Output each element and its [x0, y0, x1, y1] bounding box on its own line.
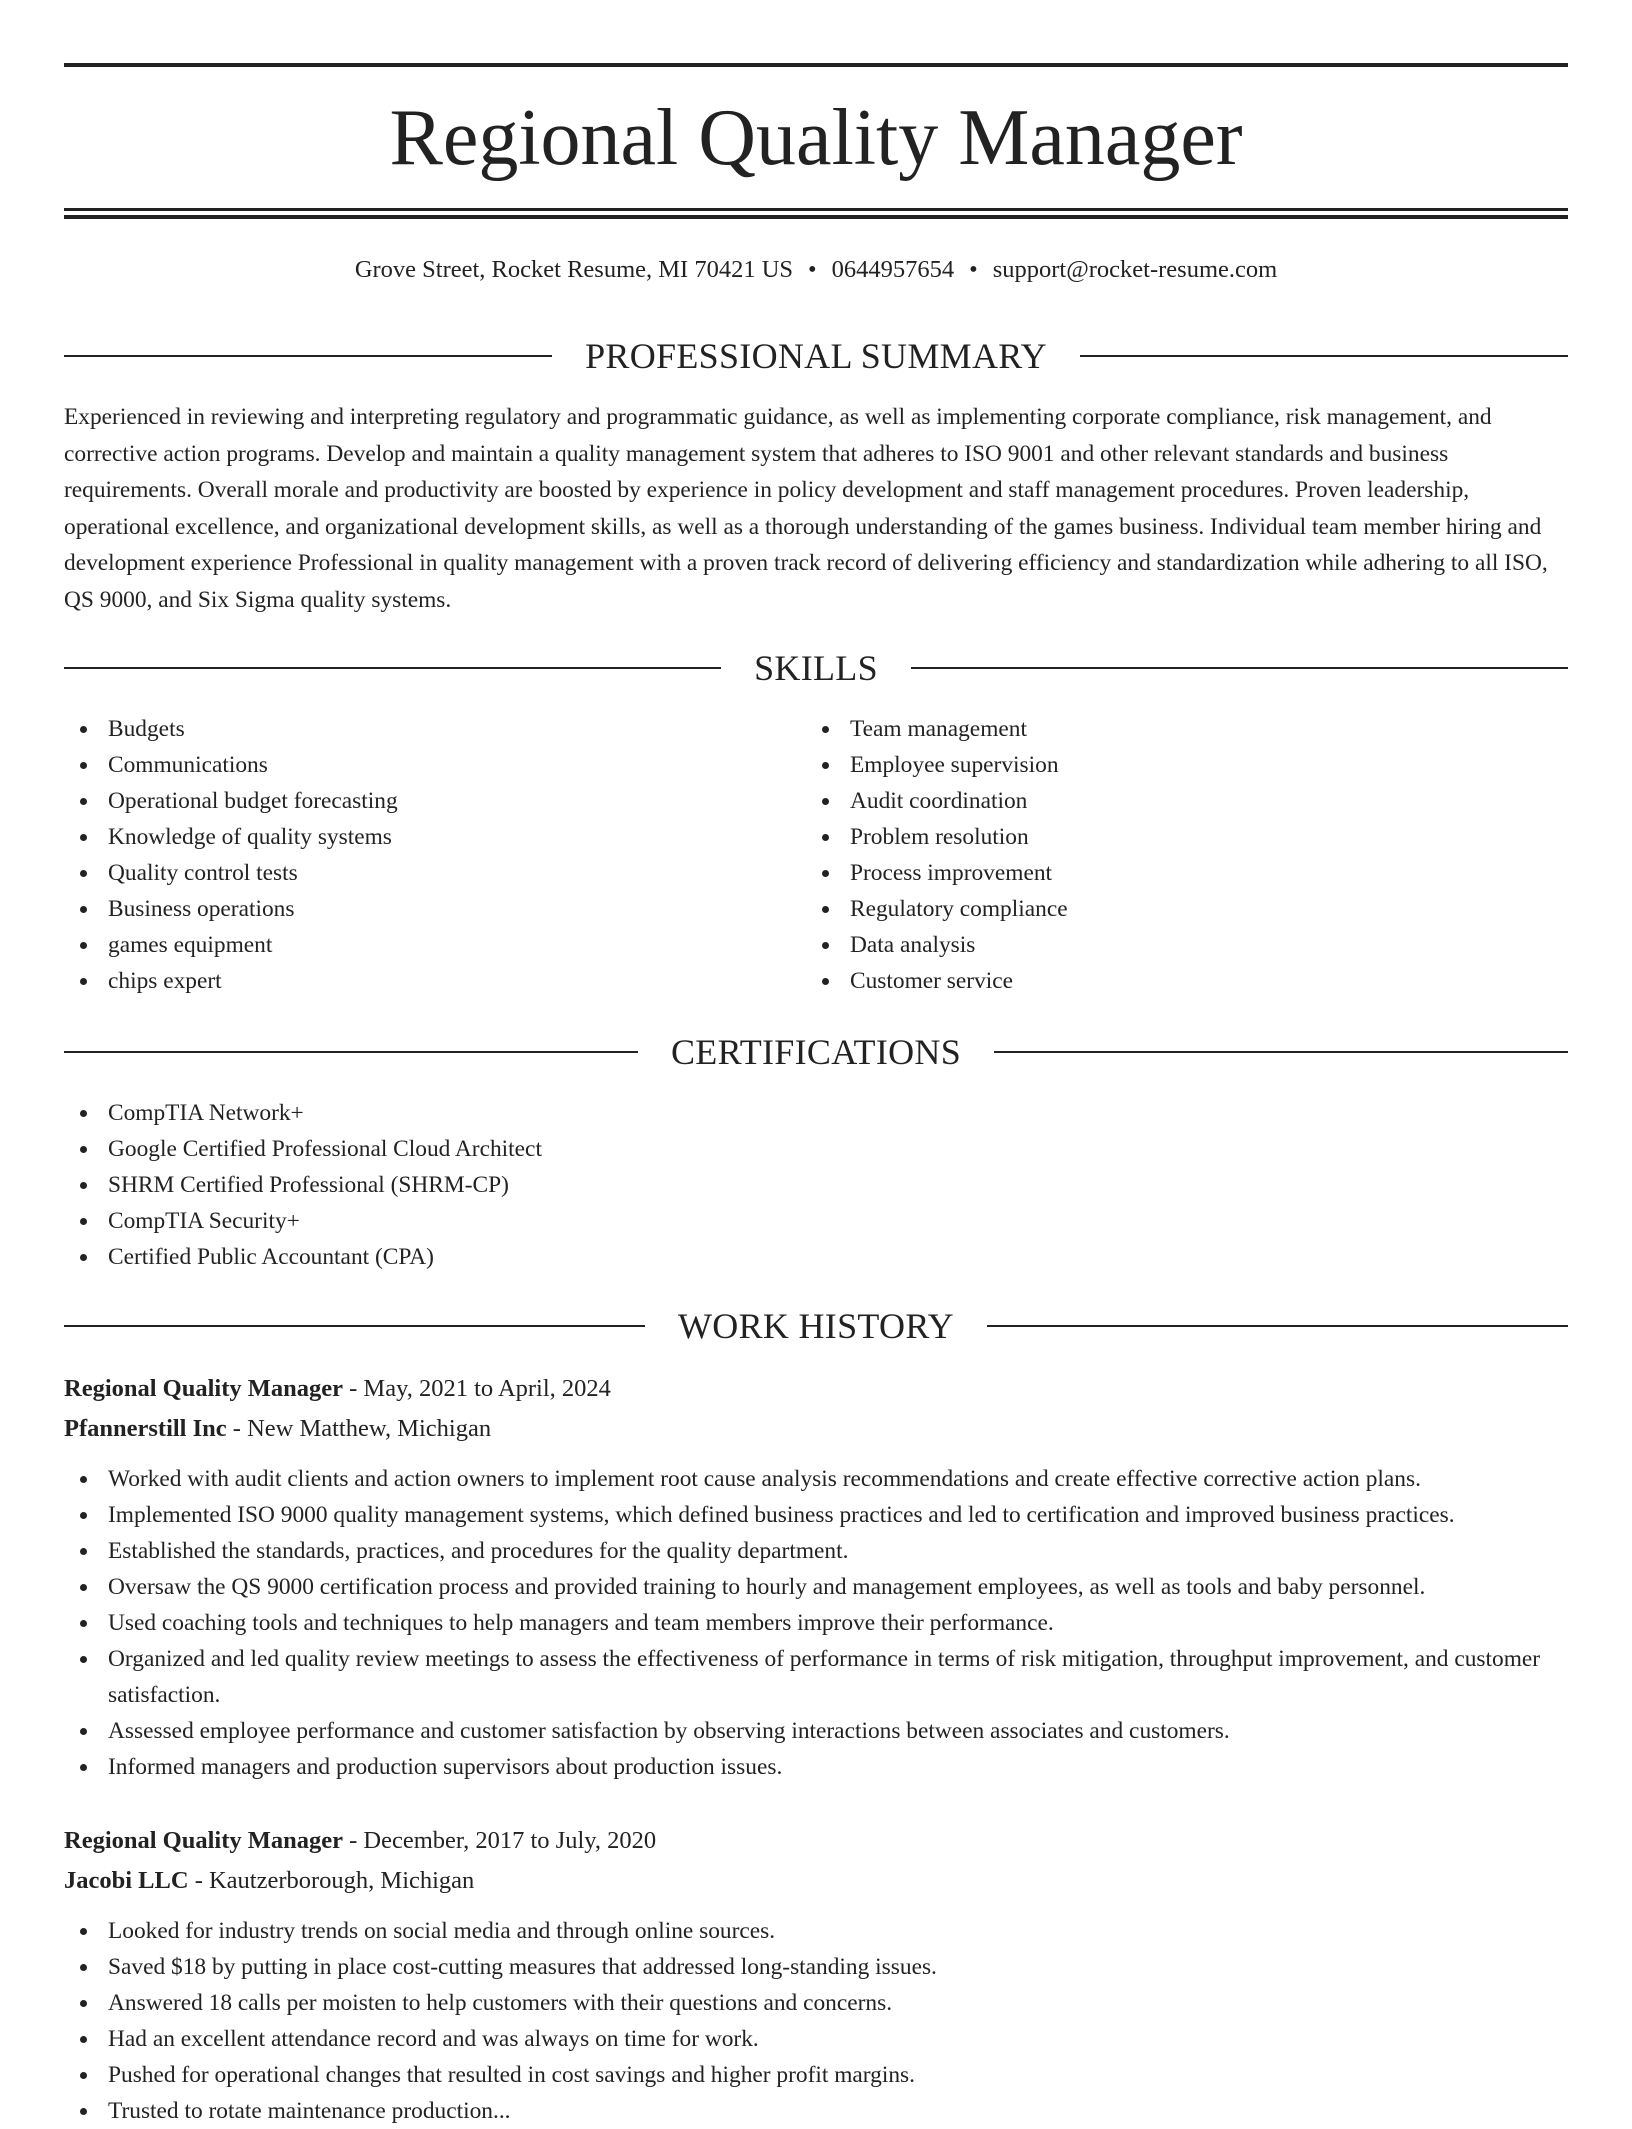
summary-text: Experienced in reviewing and interpreting regulatory and programmatic guidance, as well as implementing corporate compliance, risk management, and corrective action programs. Develop and maintain a quality management system that adheres to ISO 9001 and other relevant standards and business requirements. Overall morale and productivity are boosted by experience in policy development and staff management procedures. Proven leadership, operational excellence, and organizational development skills, as well as a thorough understanding of the games business. Individual team member hiring and development experience Professional in quality management with a proven track record of delivering efficiency and standardization while adhering to all ISO, QS 9000, and Six Sigma quality systems. [64, 404, 1548, 613]
skill-item: Quality control tests [64, 855, 764, 891]
job-location: - New Matthew, Michigan [226, 1415, 492, 1442]
job-bullets [64, 1461, 1568, 1785]
job-entry [64, 1821, 1568, 2129]
heading-rule-left [64, 667, 721, 669]
contact-phone: 0644957654 [831, 256, 955, 283]
skill-item: Communications [64, 747, 764, 783]
job-bullet: Worked with audit clients and action owners to implement root cause analysis recommendations and create effective corrective action plans. [64, 1461, 1568, 1497]
job-bullet: Used coaching tools and techniques to help managers and team members improve their performance. [64, 1605, 1568, 1641]
job-company: Jacobi LLC [64, 1867, 189, 1894]
heading-rule-left [64, 1051, 638, 1053]
job-bullet: Pushed for operational changes that resulted in cost savings and higher profit margins. [64, 2057, 1568, 2093]
section-title: SKILLS [754, 648, 878, 688]
skill-item: Regulatory compliance [806, 891, 1506, 927]
section-title: PROFESSIONAL SUMMARY [585, 336, 1047, 376]
job-title: Regional Quality Manager [64, 1827, 344, 1854]
heading-rule-left [64, 355, 552, 357]
skill-item: Team management [806, 711, 1506, 747]
job-dates: - May, 2021 to April, 2024 [343, 1375, 611, 1402]
heading-rule-left [64, 1325, 645, 1327]
skill-item: Data analysis [806, 927, 1506, 963]
header-top-rule [64, 63, 1568, 67]
certification-item: Google Certified Professional Cloud Architect [64, 1131, 1568, 1167]
job-dates: - December, 2017 to July, 2020 [343, 1827, 657, 1854]
job-entry [64, 1369, 1568, 1785]
skill-item: Audit coordination [806, 783, 1506, 819]
skill-item: chips expert [64, 963, 764, 999]
skill-item: Employee supervision [806, 747, 1506, 783]
section-title: CERTIFICATIONS [670, 1032, 962, 1072]
skill-item: Customer service [806, 963, 1506, 999]
heading-rule-right [1080, 355, 1568, 357]
job-title: Regional Quality Manager [64, 1375, 344, 1402]
job-company-line [64, 1861, 1568, 1901]
header-rule-upper [64, 208, 1568, 211]
skill-item: Operational budget forecasting [64, 783, 764, 819]
job-bullet: Established the standards, practices, and procedures for the quality department. [64, 1533, 1568, 1569]
heading-rule-right [994, 1051, 1568, 1053]
contact-email[interactable]: support@rocket-resume.com [992, 256, 1278, 283]
skills-column-right [806, 711, 1506, 999]
section-title: WORK HISTORY [678, 1306, 954, 1346]
skill-item: Business operations [64, 891, 764, 927]
skill-item: Budgets [64, 711, 764, 747]
job-bullet: Saved $18 by putting in place cost-cutting measures that addressed long-standing issues. [64, 1949, 1568, 1985]
skill-item: Process improvement [806, 855, 1506, 891]
job-title-line [64, 1821, 1568, 1861]
section-heading-summary [64, 334, 1568, 378]
skill-item: Knowledge of quality systems [64, 819, 764, 855]
certifications-block [64, 1095, 1568, 1275]
section-heading-skills [64, 646, 1568, 690]
certification-item: Certified Public Accountant (CPA) [64, 1239, 1568, 1275]
job-bullets [64, 1913, 1568, 2129]
skills-list-right [806, 711, 1506, 999]
job-bullet: Answered 18 calls per moisten to help customers with their questions and concerns. [64, 1985, 1568, 2021]
resume-name: Regional Quality Manager [389, 94, 1243, 182]
job-bullet: Informed managers and production supervisors about production issues. [64, 1749, 1568, 1785]
heading-rule-right [911, 667, 1568, 669]
job-bullet: Had an excellent attendance record and was always on time for work. [64, 2021, 1568, 2057]
job-company-line [64, 1409, 1568, 1449]
contact-separator: • [808, 256, 817, 283]
job-bullet: Assessed employee performance and customer satisfaction by observing interactions between associates and customers. [64, 1713, 1568, 1749]
contact-address: Grove Street, Rocket Resume, MI 70421 US [354, 256, 794, 283]
contact-separator: • [969, 256, 978, 283]
job-bullet: Looked for industry trends on social media and through online sources. [64, 1913, 1568, 1949]
certification-item: SHRM Certified Professional (SHRM-CP) [64, 1167, 1568, 1203]
header-rule-lower [64, 215, 1568, 219]
skills-list-left [64, 711, 764, 999]
section-heading-certifications [64, 1030, 1568, 1074]
certification-item: CompTIA Security+ [64, 1203, 1568, 1239]
job-title-line [64, 1369, 1568, 1409]
job-bullet: Oversaw the QS 9000 certification process and provided training to hourly and management employees, as well as tools and baby personnel. [64, 1569, 1568, 1605]
certifications-list [64, 1095, 1568, 1275]
job-bullet: Implemented ISO 9000 quality management systems, which defined business practices and led to certification and improved business practices. [64, 1497, 1568, 1533]
skill-item: games equipment [64, 927, 764, 963]
job-location: - Kautzerborough, Michigan [188, 1867, 475, 1894]
job-company: Pfannerstill Inc [64, 1415, 227, 1442]
contact-line [64, 252, 1568, 288]
heading-rule-right [987, 1325, 1568, 1327]
job-bullet: Trusted to rotate maintenance production... [64, 2093, 1568, 2129]
skills-column-left [64, 711, 764, 999]
skill-item: Problem resolution [806, 819, 1506, 855]
section-heading-work-history [64, 1304, 1568, 1348]
certification-item: CompTIA Network+ [64, 1095, 1568, 1131]
job-bullet: Organized and led quality review meetings to assess the effectiveness of performance in terms of risk mitigation, throughput improvement, and customer satisfaction. [64, 1641, 1568, 1713]
